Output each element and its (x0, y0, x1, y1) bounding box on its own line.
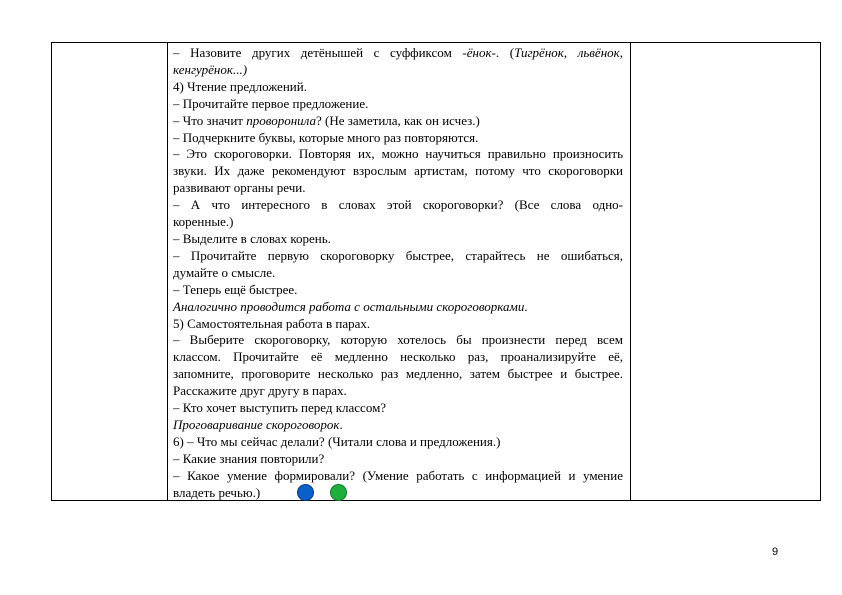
text-line: классом. Прочитайте её медленно несколько раз, проанализируйте её, (173, 349, 623, 365)
text-line: – Подчеркните буквы, которые много раз повторяются. (173, 129, 479, 145)
text-line: – Какое умение формировали? (Умение работать с информацией и умение (173, 467, 623, 483)
text-line: развивают органы речи. (173, 180, 306, 196)
text-line: – Какие знания повторили? (173, 450, 325, 466)
section-heading: 4) Чтение предложений. (173, 78, 307, 94)
text-line: – Теперь ещё быстрее. (173, 281, 298, 297)
text-line: – Что значит проворонила? (Не заметила, как он исчез.) (173, 112, 480, 128)
lesson-table (51, 42, 821, 501)
column-divider-right (630, 43, 631, 500)
text-line: – А что интересного в словах этой скороговорки? (Все слова одно- (173, 197, 623, 213)
text-line: думайте о смысле. (173, 264, 276, 280)
text-line: Расскажите друг другу в парах. (173, 383, 347, 399)
text-line: – Прочитайте первое предложение. (173, 95, 369, 111)
text-line: – Прочитайте первую скороговорку быстрее, старайтесь не ошибаться, (173, 247, 623, 263)
text-line: запомните, проговорите несколько раз медленно, затем быстрее и быстрее. (173, 366, 623, 382)
section-heading: 6) – Что мы сейчас делали? (Читали слова и предложения.) (173, 433, 501, 449)
text-line: коренные.) (173, 214, 234, 230)
text-line: звуки. Их даже рекомендуют взрослым артистам, потому что скороговорки (173, 163, 623, 179)
text-line: владеть речью.) (173, 484, 261, 500)
blue-circle-marker (297, 484, 314, 501)
page-number: 9 (772, 546, 779, 558)
text-line: – Кто хочет выступить перед классом? (173, 400, 387, 416)
section-heading: 5) Самостоятельная работа в парах. (173, 315, 371, 331)
green-circle-marker (330, 484, 347, 501)
note-line: Аналогично проводится работа с остальными скороговорками. (173, 298, 528, 314)
lesson-content-cell (173, 45, 623, 501)
text-line: кенгурёнок...) (173, 61, 248, 77)
column-divider-left (167, 43, 168, 500)
note-line: Проговаривание скороговорок. (173, 416, 343, 432)
text-line: – Это скороговорки. Повторяя их, можно научиться правильно произносить (173, 146, 623, 162)
text-line: – Выделите в словах корень. (173, 230, 331, 246)
text-line: – Выберите скороговорку, которую хотелось бы произнести перед всем (173, 332, 623, 348)
text-line: – Назовите других детёнышей с суффиксом -ёнок-. (Тигрёнок, львёнок, (173, 45, 623, 60)
